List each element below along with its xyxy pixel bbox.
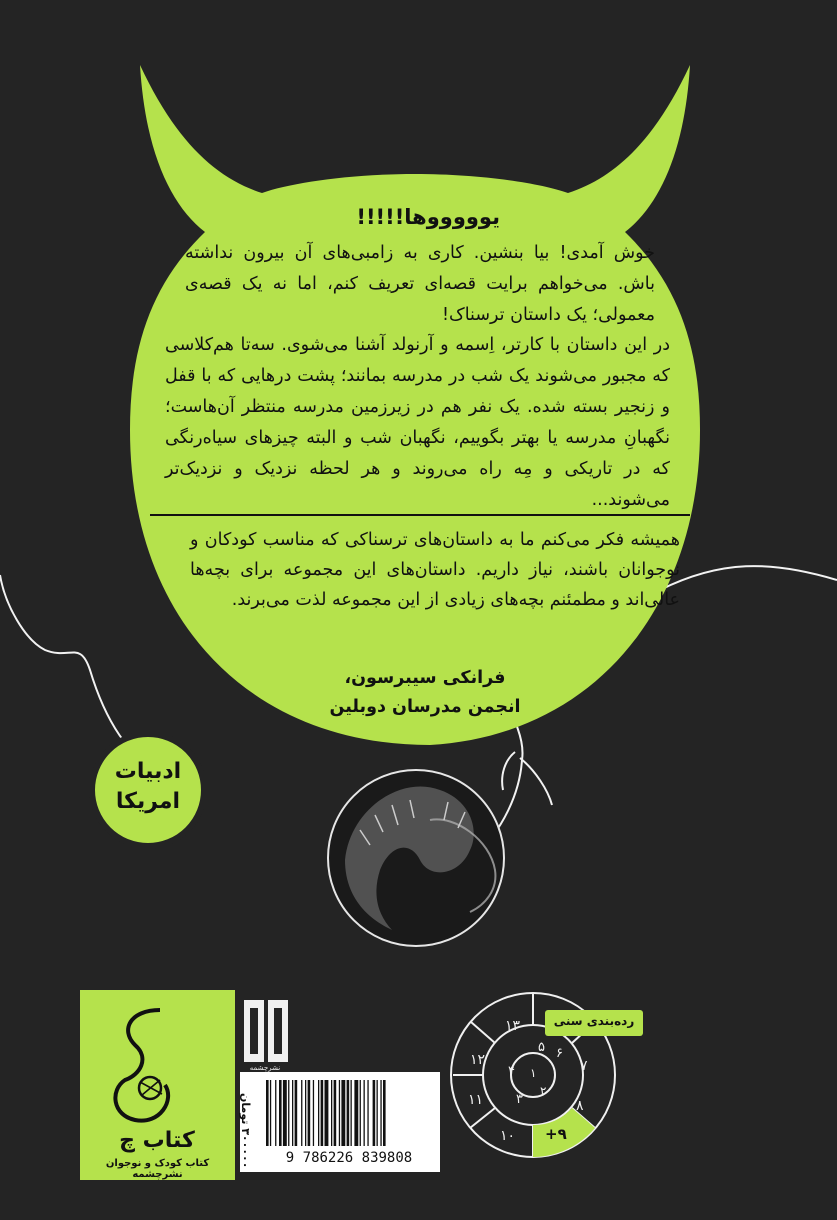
imprint-label: نشرچشمه bbox=[249, 1064, 281, 1072]
barcode-bar bbox=[380, 1080, 381, 1146]
barcode-bar bbox=[351, 1080, 352, 1146]
barcode-bar bbox=[383, 1080, 386, 1146]
blurb-signature-org: انجمن مدرسان دوبلین bbox=[329, 697, 521, 717]
barcode-bar bbox=[301, 1080, 302, 1146]
barcode-bar bbox=[308, 1080, 311, 1146]
barcode-bar bbox=[347, 1080, 350, 1146]
barcode-bar bbox=[367, 1080, 368, 1146]
barcode-bar bbox=[305, 1080, 306, 1146]
barcode-bar bbox=[313, 1080, 314, 1146]
age-11: ۱۱ bbox=[468, 1092, 484, 1108]
barcode-bar bbox=[275, 1080, 276, 1146]
age-4: ۴ bbox=[508, 1064, 515, 1079]
barcode-bar bbox=[341, 1080, 345, 1146]
badge-line-2: امریکا bbox=[115, 789, 181, 814]
barcode-bar bbox=[283, 1080, 287, 1146]
age-1: ۱ bbox=[530, 1066, 537, 1080]
barcode-bar bbox=[364, 1080, 365, 1146]
age-8: ۸ bbox=[576, 1098, 584, 1114]
publisher-logo-mark: کتاب چ bbox=[119, 1128, 195, 1153]
age-rating-label: رده‌بندی سنی bbox=[553, 1014, 635, 1028]
barcode-bar bbox=[331, 1080, 332, 1146]
barcode-bar bbox=[321, 1080, 324, 1146]
blurb-paragraph-1: خوش آمدی! بیا بنشین. کاری به زامبی‌های آن بیرون نداشته باش. می‌خواهم برایت قصه‌ای تعریف کنم، اما نه یک قصه‌ی معمولی؛ یک داستان ترسناک! bbox=[185, 243, 655, 325]
barcode-bar bbox=[339, 1080, 340, 1146]
age-5: ۵ bbox=[538, 1040, 545, 1055]
barcode-bar bbox=[373, 1080, 376, 1146]
blurb-paragraph-3: همیشه فکر می‌کنم ما به داستان‌های ترسناکی که مناسب کودکان و نوجوانان باشند، نیاز داریم. داستان‌های این مجموعه برای بچه‌ها عالی‌اند و مطمئنم بچه‌های زیادی از این مجموعه لذت می‌برند. bbox=[190, 530, 680, 610]
barcode-bar bbox=[292, 1080, 293, 1146]
barcode-bar bbox=[279, 1080, 282, 1146]
barcode-bar bbox=[377, 1080, 378, 1146]
blurb-title: یوووووها!!!!! bbox=[356, 205, 500, 229]
barcode-bar bbox=[360, 1080, 361, 1146]
badge-line-1: ادبیات bbox=[114, 759, 182, 784]
barcode-bar bbox=[325, 1080, 329, 1146]
barcode-bar bbox=[288, 1080, 289, 1146]
barcode-bar bbox=[295, 1080, 298, 1146]
barcode-bar bbox=[266, 1080, 269, 1146]
creature-illustration bbox=[328, 770, 504, 946]
age-2: ۲ bbox=[540, 1084, 547, 1098]
blurb-paragraph-2: در این داستان با کارتر، اِسمه و آرنولد آشنا می‌شوی. سه‌تا هم‌کلاسی که مجبور می‌شوند یک شب در مدرسه بمانند؛ پشت درهایی که با قفل و زنجیر بسته شده. یک نفر هم در زیرزمین مدرسه منتظر آن‌هاست؛ نگهبانِ مدرسه یا بهتر بگوییم، نگهبان شب و البته چیزهای سیاه‌رنگی که در تاریکی و مِه راه می‌روند و هر لحظه نزدیک و نزدیک‌تر می‌شوند... bbox=[165, 335, 670, 510]
age-3: ۳ bbox=[516, 1092, 523, 1107]
age-12: ۱۲ bbox=[470, 1052, 486, 1068]
age-13: ۱۳ bbox=[505, 1018, 521, 1034]
barcode-bar bbox=[354, 1080, 358, 1146]
price-label: ۳۰۰۰۰۰ تومان bbox=[239, 1092, 252, 1168]
isbn-number: 9 786226 839808 bbox=[285, 1150, 413, 1166]
barcode-bar bbox=[270, 1080, 271, 1146]
age-7: ۷ bbox=[580, 1058, 588, 1074]
age-10: ۱۰ bbox=[500, 1128, 516, 1144]
publisher-tagline: کتاب کودک و نوجوان نشرچشمه bbox=[105, 1158, 210, 1180]
age-6: ۶ bbox=[556, 1046, 563, 1061]
barcode-bar bbox=[334, 1080, 337, 1146]
barcode-bar bbox=[318, 1080, 319, 1146]
age-9-plus: ۹+ bbox=[545, 1125, 567, 1143]
blurb-signature-name: فرانکی سیبرسون، bbox=[344, 668, 506, 688]
